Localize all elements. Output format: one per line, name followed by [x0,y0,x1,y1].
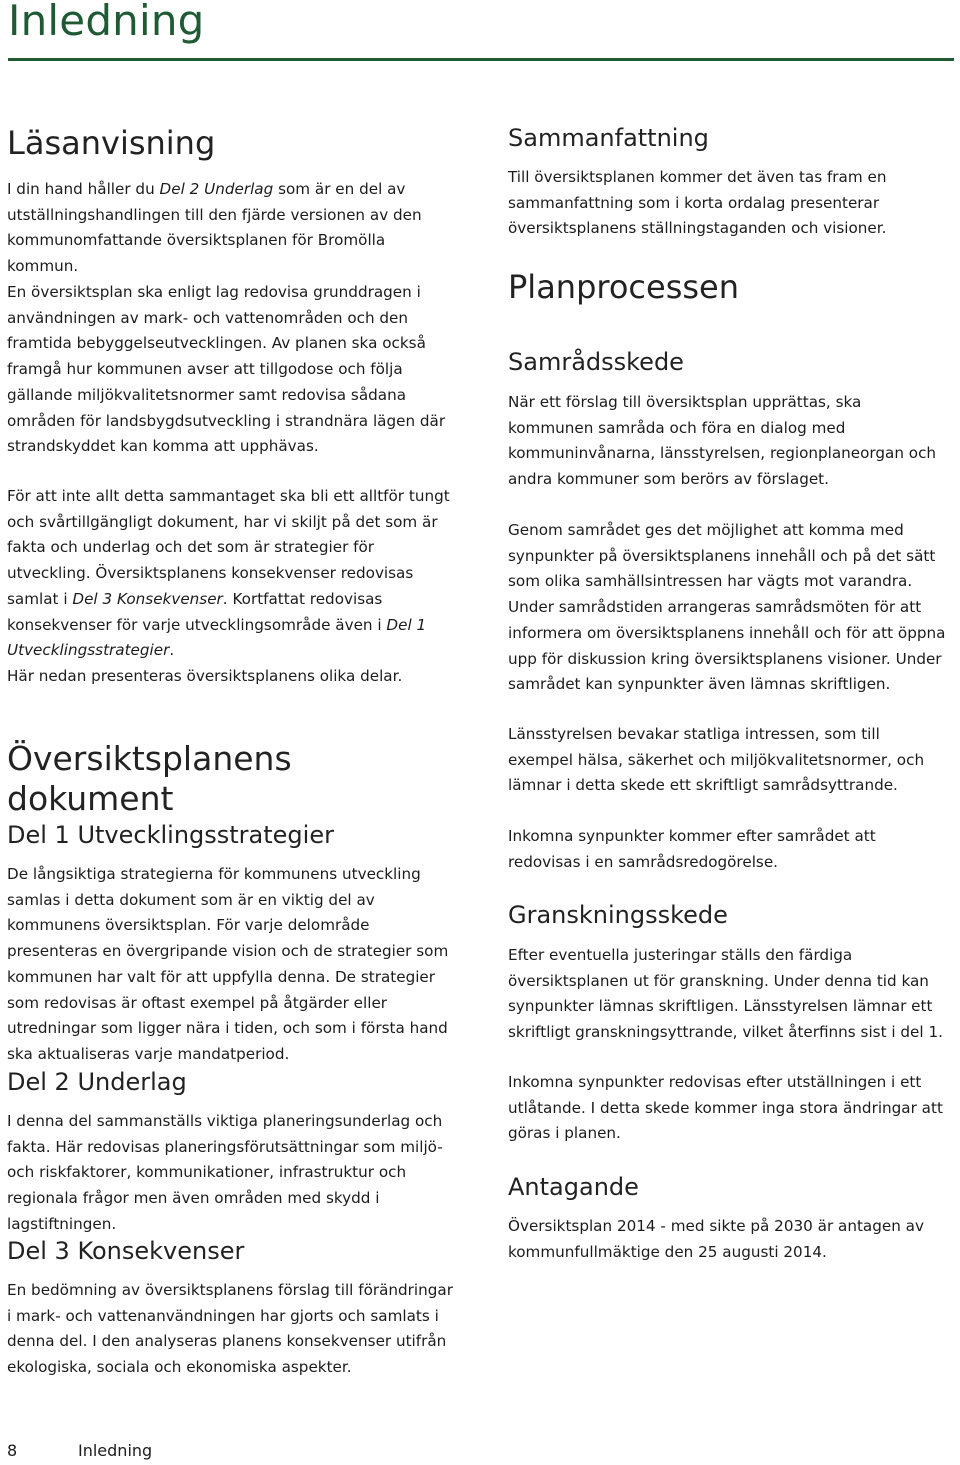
antagande-text: Översiktsplan 2014 - med sikte på 2030 är antagen av kommunfullmäktige den 25 augusti 2014. [508,1217,924,1261]
antagande-heading: Antagande [508,1173,639,1201]
del1-text: De långsiktiga strategierna för kommunens utveckling samlas i detta dokument som är en viktig del av kommunens översiktsplan. För varje delområde presenteras en övergripande vision och de strategier som kommunen har valt för att uppfylla denna. De strategier som redovisas är oftast exempel på åtgärder eller utredningar som ligger nära i tiden, och som i första hand ska aktualiseras varje mandatperiod. [7,865,449,1063]
sammanfattning-heading: Sammanfattning [508,124,709,152]
samrad-paragraph-4: Inkomna synpunkter kommer efter samrådet att redovisas i en samrådsredogörelse. [508,827,876,871]
granskningsskede-heading: Granskningsskede [508,901,728,929]
del3-text: En bedömning av översiktsplanens förslag till förändringar i mark- och vattenanvändningen har gjorts och samlats i denna del. I den analyseras planens konsekvenser utifrån ekologiska, sociala och ekonomiska aspekter. [7,1281,453,1377]
dokument-heading: Översiktsplanens dokument [7,739,292,818]
lasanvisning-paragraph-2: En översiktsplan ska enligt lag redovisa grunddragen i användningen av mark- och vattenområden och den framtida bebyggelseutvecklingen. Av planen ska också framgå hur kommunen avser att tillgodose och följa gällande miljökvalitetsnormer samt redovisa sådana områden för landsbygdsutveckling i strandnära lägen där strandskyddet kan komma att upphävas. [7,283,446,456]
lasanvisning-paragraph-1: I din hand håller du Del 2 Underlag som är en del av utställningshandlingen till den fjärde versionen av den kommunomfattande översiktsplanen för Bromölla kommun. [7,180,422,276]
samrad-paragraph-1: När ett förslag till översiktsplan upprättas, ska kommunen samråda och föra en dialog med kommuninvånarna, länsstyrelsen, regionplaneorgan och andra kommuner som berörs av förslaget. [508,393,937,489]
del3-heading: Del 3 Konsekvenser [7,1237,245,1265]
samrad-paragraph-3: Länsstyrelsen bevakar statliga intressen, som till exempel hälsa, säkerhet och miljökvalitetsnormer, och lämnar i detta skede ett skriftligt samrådsyttrande. [508,725,925,795]
lasanvisning-heading: Läsanvisning [7,124,216,162]
samradsskede-heading: Samrådsskede [508,348,684,376]
samrad-paragraph-2: Genom samrådet ges det möjlighet att komma med synpunkter på översiktsplanens innehåll och på det sätt som olika samhällsintressen har vägts mot varandra. Under samrådstiden arrangeras samrådsmöten för att informera om översiktsplanens innehåll och för att öppna upp för diskussion kring översiktsplanens visioner. Under samrådet kan synpunkter även lämnas skriftligen. [508,521,946,694]
lasanvisning-paragraph-4: Här nedan presenteras översiktsplanens olika delar. [7,667,403,685]
footer-section-label: Inledning [78,1441,153,1460]
del1-heading: Del 1 Utvecklingsstrategier [7,821,334,849]
planprocessen-heading: Planprocessen [508,268,740,306]
sammanfattning-text: Till översiktsplanen kommer det även tas fram en sammanfattning som i korta ordalag presenterar översiktsplanens ställningstaganden och visioner. [508,168,887,238]
del2-heading: Del 2 Underlag [7,1068,187,1096]
page-title: Inledning [8,0,205,45]
gransk-paragraph-1: Efter eventuella justeringar ställs den färdiga översiktsplanen ut för granskning. Under denna tid kan synpunkter lämnas skriftligen. Länsstyrelsen lämnar ett skriftligt granskningsyttrande, vilket återfinns sist i del 1. [508,946,943,1042]
gransk-paragraph-2: Inkomna synpunkter redovisas efter utställningen i ett utlåtande. I detta skede kommer inga stora ändringar att göras i planen. [508,1073,943,1143]
title-rule [8,58,954,61]
del2-text: I denna del sammanställs viktiga planeringsunderlag och fakta. Här redovisas planeringsförutsättningar som miljö- och riskfaktorer, kommunikationer, infrastruktur och regionala frågor men även områden med skydd i lagstiftningen. [7,1112,443,1233]
page-number: 8 [7,1441,18,1460]
lasanvisning-paragraph-3: För att inte allt detta sammantaget ska bli ett alltför tungt och svårtillgängligt dokument, har vi skiljt på det som är fakta och underlag och det som är strategier för utveckling. Översiktsplanens konsekvenser redovisas samlat i Del 3 Konsekvenser. Kortfattat redovisas konsekvenser för varje utvecklingsområde även i Del 1 Utvecklingsstrategier. [7,487,450,660]
